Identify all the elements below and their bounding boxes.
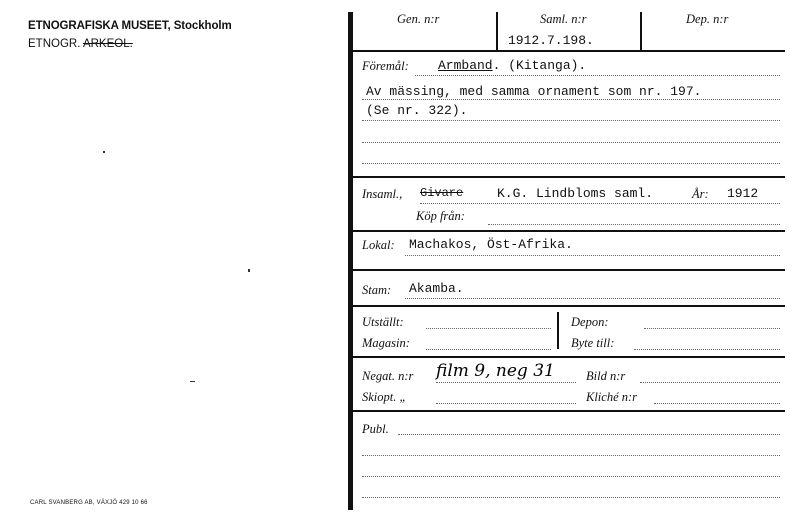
section-rule	[353, 176, 785, 178]
kop-fran-label: Köp från:	[416, 209, 465, 223]
dotted-line	[415, 75, 780, 76]
printer-imprint: CARL SVANBERG AB, VÄXJÖ 429 10 66	[30, 500, 148, 506]
saml-nr-label: Saml. n:r	[540, 12, 587, 26]
dotted-line	[654, 403, 780, 404]
dotted-line	[362, 120, 780, 121]
dotted-line	[405, 255, 780, 256]
skiopt-label: Skiopt. „	[362, 390, 407, 404]
dep-nr-label: Dep. n:r	[686, 12, 729, 26]
dotted-line	[644, 328, 780, 329]
dotted-line	[405, 298, 780, 299]
header-divider	[640, 12, 642, 50]
speck-mark	[248, 269, 250, 272]
department-struck: ARKEOL.	[82, 38, 133, 50]
foremal-value	[438, 58, 586, 73]
foremal-label: Föremål:	[362, 59, 409, 73]
insaml-label: Insaml.,	[362, 187, 403, 201]
dotted-line	[488, 224, 780, 225]
section-rule	[353, 269, 785, 271]
dotted-line	[426, 349, 551, 350]
section-rule	[353, 230, 785, 232]
saml-nr-value: 1912.7.198.	[508, 33, 594, 48]
section-rule	[353, 50, 785, 52]
insaml-value: K.G. Lindbloms saml.	[497, 186, 654, 201]
dotted-line	[398, 434, 780, 435]
speck-mark	[103, 151, 105, 153]
year-value: 1912	[727, 186, 759, 201]
foremal-description-1: Av mässing, med samma ornament som nr. 197.	[366, 84, 702, 99]
storage-divider	[557, 312, 559, 349]
year-label: År:	[692, 187, 709, 201]
card-left-bar	[348, 12, 353, 510]
dotted-line	[436, 403, 576, 404]
insaml-struck: Givare	[420, 186, 464, 200]
bild-nr-label: Bild n:r	[586, 369, 626, 383]
stam-label: Stam:	[362, 283, 392, 297]
section-rule	[353, 356, 785, 358]
section-rule	[353, 305, 785, 307]
dotted-line	[362, 99, 780, 100]
lokal-value: Machakos, Öst-Afrika.	[409, 237, 573, 252]
header-divider	[496, 12, 498, 50]
magasin-label: Magasin:	[362, 336, 410, 350]
dotted-line	[362, 163, 780, 164]
dotted-line	[420, 203, 780, 204]
negat-handwritten: film 9, neg 31	[436, 361, 555, 381]
dotted-line	[640, 382, 780, 383]
publ-label: Publ.	[362, 422, 389, 436]
foremal-object: Armband	[438, 58, 493, 73]
stam-value: Akamba.	[409, 281, 464, 296]
utstallt-label: Utställt:	[362, 315, 404, 329]
byte-till-label: Byte till:	[571, 336, 615, 350]
lokal-label: Lokal:	[362, 238, 395, 252]
department-prefix: ETNOGR.	[28, 38, 81, 50]
dotted-line	[362, 455, 780, 456]
depon-label: Depon:	[571, 315, 609, 329]
kliche-nr-label: Kliché n:r	[586, 390, 638, 404]
foremal-object-rest: . (Kitanga).	[492, 58, 587, 73]
section-rule	[353, 410, 785, 412]
negat-label: Negat. n:r	[362, 369, 414, 383]
dotted-line	[362, 497, 780, 498]
dotted-line	[426, 328, 551, 329]
dotted-line	[362, 476, 780, 477]
museum-name: ETNOGRAFISKA MUSEET, Stockholm	[28, 20, 232, 32]
foremal-description-2: (Se nr. 322).	[366, 103, 468, 118]
dotted-line	[436, 382, 576, 383]
dotted-line	[634, 349, 780, 350]
gen-nr-label: Gen. n:r	[397, 12, 440, 26]
department-line	[28, 38, 133, 50]
dotted-line	[362, 142, 780, 143]
speck-mark	[190, 381, 195, 382]
